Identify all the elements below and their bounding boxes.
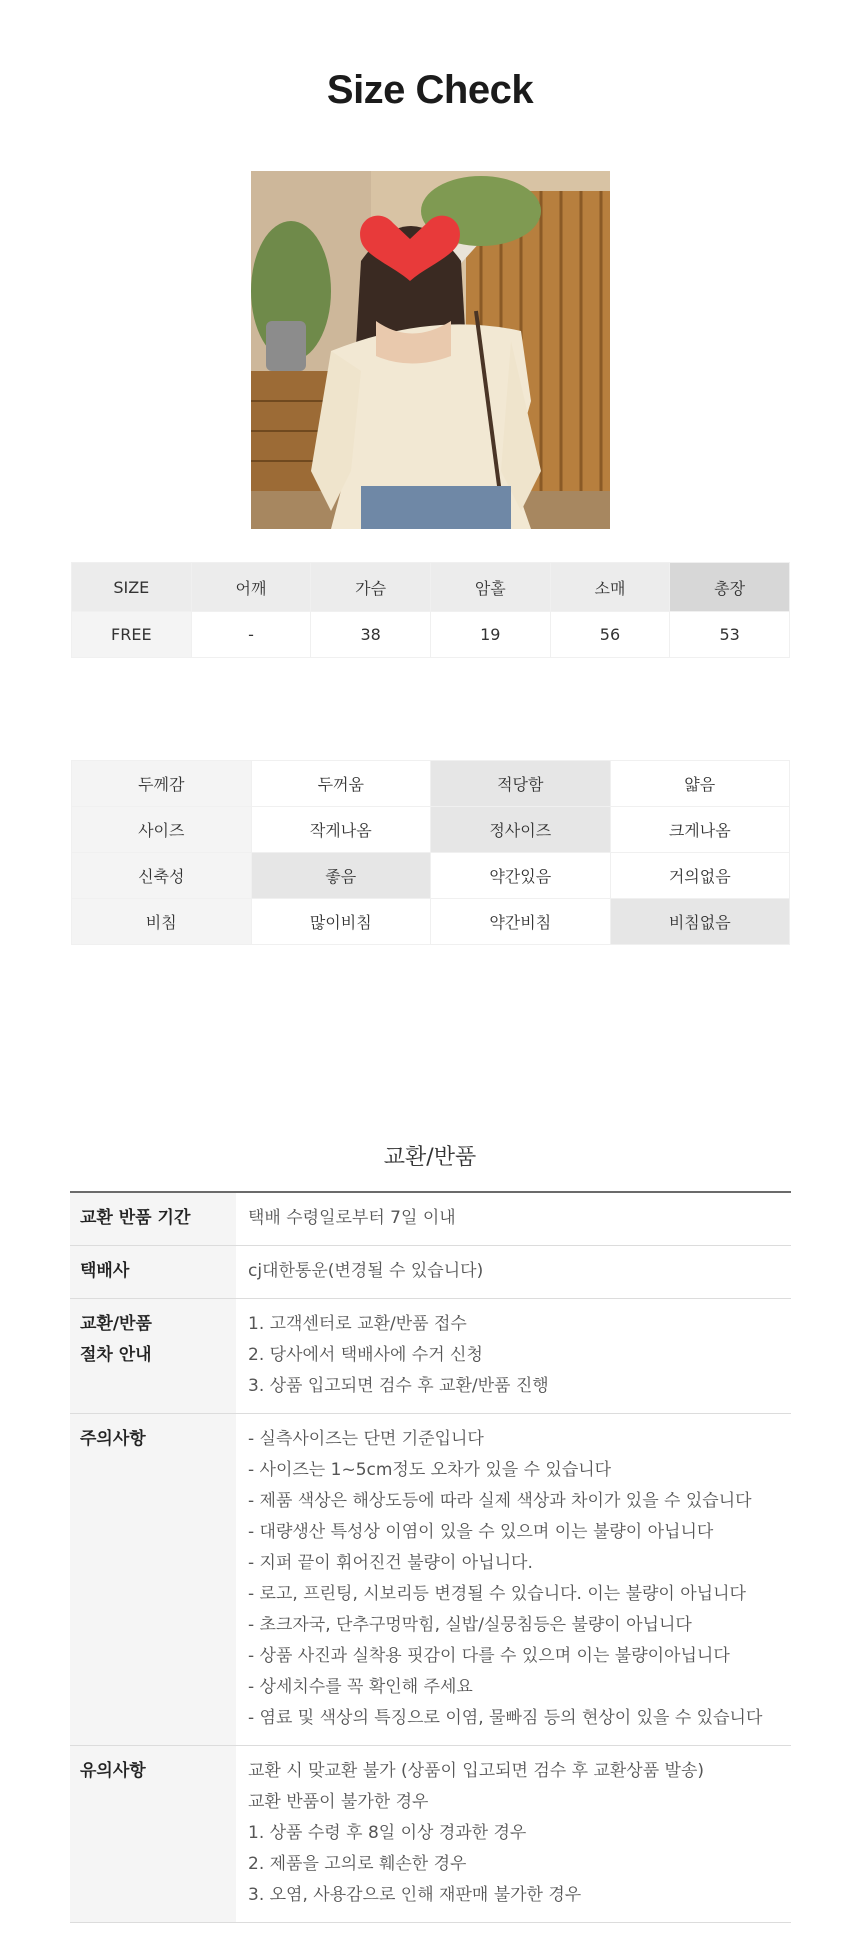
- feel-label: 사이즈: [72, 807, 252, 853]
- size-header-cell: 총장: [670, 563, 790, 612]
- feel-label: 비침: [72, 899, 252, 945]
- size-value-cell: FREE: [72, 612, 192, 658]
- exchange-section-title: 교환/반품: [383, 1145, 477, 1170]
- feel-option: 크게나옴: [610, 807, 790, 853]
- size-header-cell: 암홀: [430, 563, 550, 612]
- exchange-row-key: 교환 반품 기간: [70, 1192, 236, 1246]
- size-value-cell: 38: [311, 612, 431, 658]
- size-header-cell: 가슴: [311, 563, 431, 612]
- size-value-cell: 53: [670, 612, 790, 658]
- exchange-row-key: 주의사항: [70, 1414, 236, 1746]
- exchange-row: [70, 1246, 791, 1299]
- feel-option-selected: 정사이즈: [431, 807, 611, 853]
- feel-option: 두꺼움: [251, 761, 431, 807]
- exchange-row-value: - 실측사이즈는 단면 기준입니다 - 사이즈는 1~5cm정도 오차가 있을 수 있습니다 - 제품 색상은 해상도등에 따라 실제 색상과 차이가 있을 수 있습니다 - 대량생산 특성상 이염이 있을 수 있으며 이는 불량이 아닙니다 - 지퍼 끝이 휘어진건 불량이 아닙니다. - 로고, 프린팅, 시보리등 변경될 수 있습니다. 이는 불량이 아닙니다 - 초크자국, 단추구멍막힘, 실밥/실뭉침등은 불량이 아닙니다 - 상품 사진과 실착용 핏감이 다를 수 있으며 이는 불량이아닙니다 - 상세치수를 꼭 확인해 주세요 - 염료 및 색상의 특징으로 이염, 물빠짐 등의 현상이 있을 수 있습니다: [236, 1414, 791, 1746]
- feel-option-selected: 비침없음: [610, 899, 790, 945]
- product-photo: [251, 171, 610, 529]
- feel-option: 거의없음: [610, 853, 790, 899]
- exchange-row-value: cj대한통운(변경될 수 있습니다): [236, 1246, 791, 1299]
- size-header-cell: 어깨: [191, 563, 311, 612]
- feel-label: 신축성: [72, 853, 252, 899]
- feel-option: 작게나옴: [251, 807, 431, 853]
- size-header-cell: 소매: [550, 563, 670, 612]
- fabric-feel-table: [71, 760, 790, 945]
- size-header-cell: SIZE: [72, 563, 192, 612]
- exchange-row-key: 유의사항: [70, 1746, 236, 1923]
- feel-option: 약간있음: [431, 853, 611, 899]
- page-title: Size Check: [326, 68, 534, 112]
- exchange-row-value: 교환 시 맞교환 불가 (상품이 입고되면 검수 후 교환상품 발송) 교환 반품이 불가한 경우 1. 상품 수령 후 8일 이상 경과한 경우 2. 제품을 고의로 훼손한 경우 3. 오염, 사용감으로 인해 재판매 불가한 경우: [236, 1746, 791, 1923]
- exchange-row: [70, 1414, 791, 1746]
- exchange-table: [70, 1191, 791, 1923]
- feel-option: 많이비침: [251, 899, 431, 945]
- size-value-cell: 56: [550, 612, 670, 658]
- size-value-cell: -: [191, 612, 311, 658]
- exchange-row-key: 교환/반품 절차 안내: [70, 1299, 236, 1414]
- exchange-row: [70, 1299, 791, 1414]
- feel-option-selected: 좋음: [251, 853, 431, 899]
- exchange-row: [70, 1746, 791, 1923]
- size-table: [71, 562, 790, 658]
- size-value-cell: 19: [430, 612, 550, 658]
- feel-option: 얇음: [610, 761, 790, 807]
- exchange-row: [70, 1192, 791, 1246]
- exchange-row-value: 택배 수령일로부터 7일 이내: [236, 1192, 791, 1246]
- feel-option-selected: 적당함: [431, 761, 611, 807]
- exchange-row-value: 1. 고객센터로 교환/반품 접수 2. 당사에서 택배사에 수거 신청 3. 상품 입고되면 검수 후 교환/반품 진행: [236, 1299, 791, 1414]
- feel-label: 두께감: [72, 761, 252, 807]
- feel-option: 약간비침: [431, 899, 611, 945]
- exchange-row-key: 택배사: [70, 1246, 236, 1299]
